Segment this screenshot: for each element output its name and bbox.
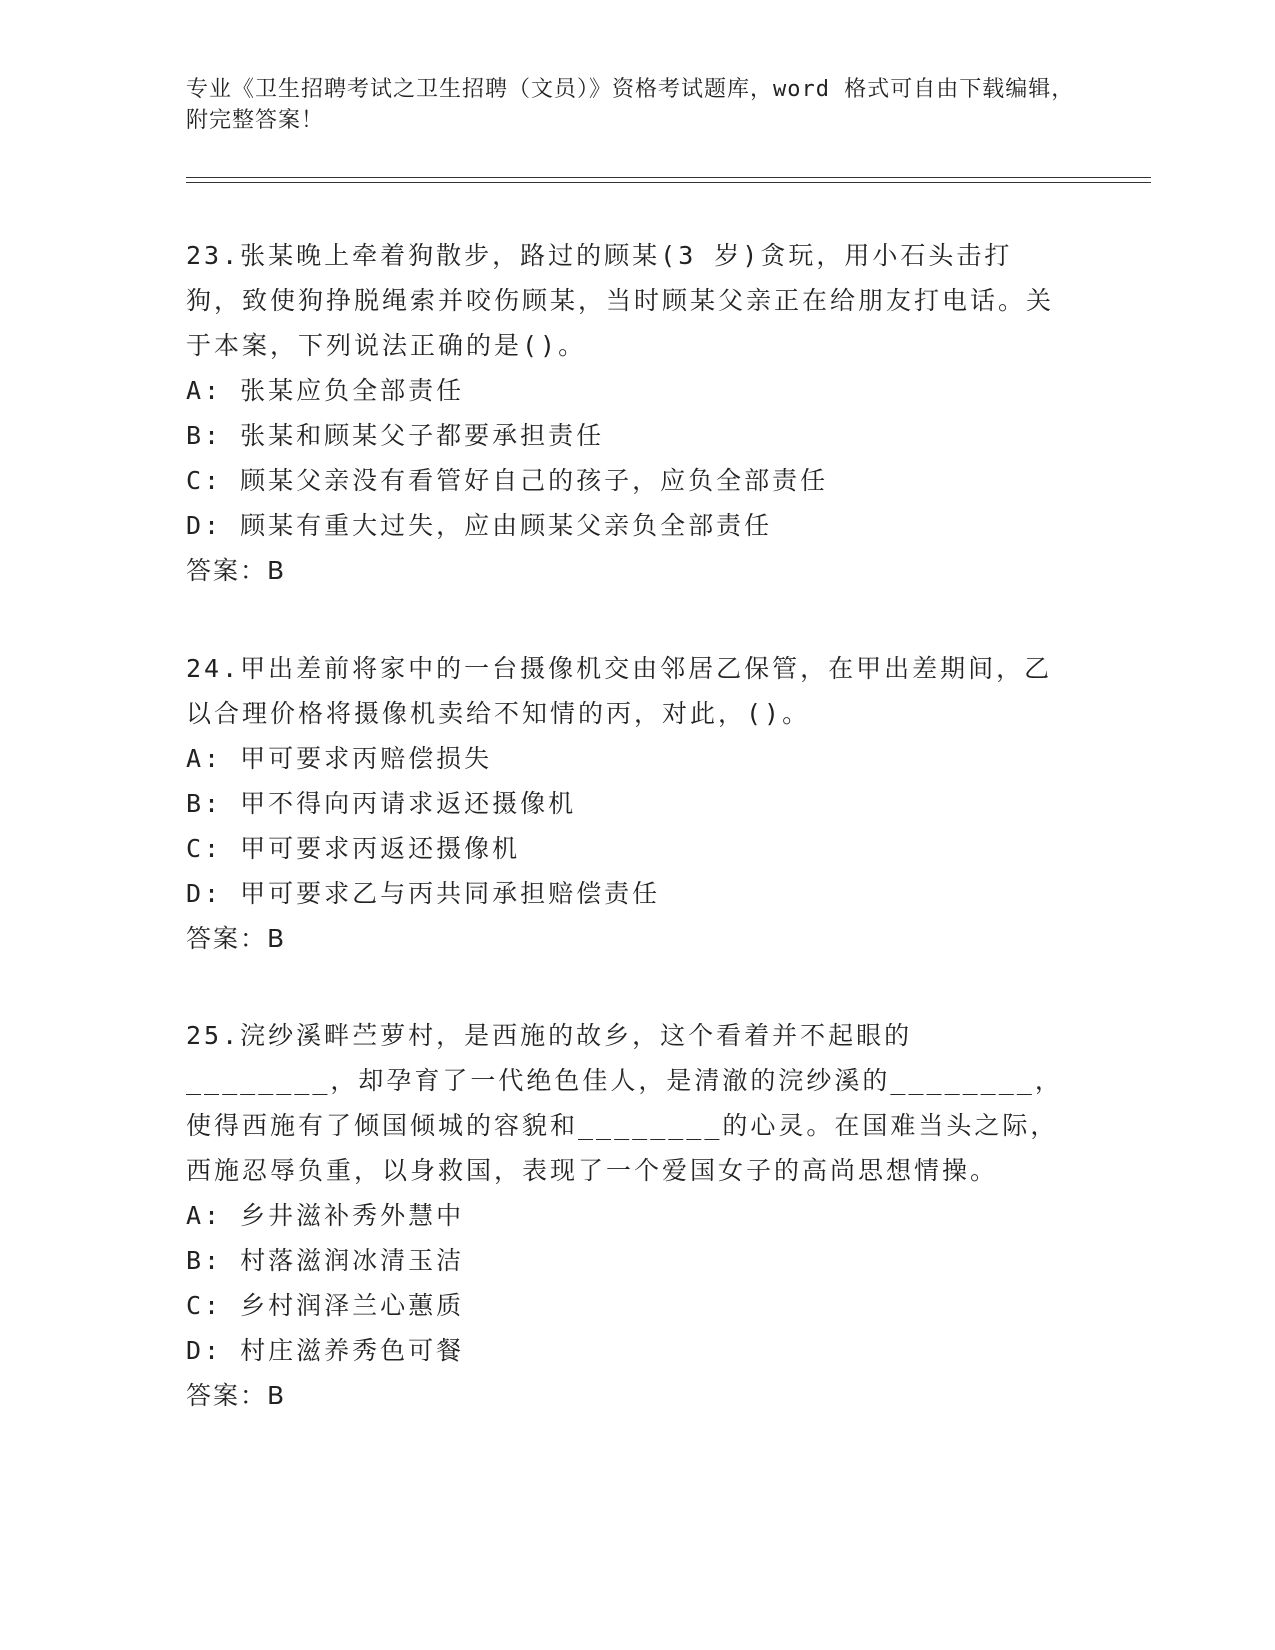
option-b: B: 村落滋润冰清玉洁	[186, 1246, 465, 1275]
question-25	[186, 1013, 1066, 1418]
option-d: D: 顾某有重大过失，应由顾某父亲负全部责任	[186, 511, 773, 540]
question-stem: 23.张某晚上牵着狗散步，路过的顾某(3 岁)贪玩，用小石头击打狗，致使狗挣脱绳索并咬伤顾某，当时顾某父亲正在给朋友打电话。关于本案，下列说法正确的是()。	[186, 241, 1055, 360]
option-d: D: 村庄滋养秀色可餐	[186, 1336, 465, 1365]
answer-line: 答案：B	[186, 556, 287, 585]
answer-line: 答案：B	[186, 1381, 287, 1410]
header-divider-top	[186, 177, 1151, 178]
question-23	[186, 233, 1066, 593]
document-header: 专业《卫生招聘考试之卫生招聘（文员）》资格考试题库，word 格式可自由下载编辑，附完整答案！	[186, 77, 1075, 133]
option-d: D: 甲可要求乙与丙共同承担赔偿责任	[186, 879, 661, 908]
option-b: B: 甲不得向丙请求返还摄像机	[186, 789, 577, 818]
option-a: A: 乡井滋补秀外慧中	[186, 1201, 465, 1230]
header-divider-bottom	[186, 182, 1151, 183]
option-a: A: 张某应负全部责任	[186, 376, 465, 405]
question-stem: 24.甲出差前将家中的一台摄像机交由邻居乙保管，在甲出差期间，乙以合理价格将摄像机卖给不知情的丙，对此，()。	[186, 654, 1053, 728]
answer-line: 答案：B	[186, 924, 287, 953]
option-c: C: 乡村润泽兰心蕙质	[186, 1291, 465, 1320]
question-24	[186, 646, 1066, 961]
option-c: C: 顾某父亲没有看管好自己的孩子，应负全部责任	[186, 466, 829, 495]
option-a: A: 甲可要求丙赔偿损失	[186, 744, 493, 773]
option-b: B: 张某和顾某父子都要承担责任	[186, 421, 605, 450]
option-c: C: 甲可要求丙返还摄像机	[186, 834, 521, 863]
question-stem: 25.浣纱溪畔苎萝村，是西施的故乡，这个看着并不起眼的________，却孕育了一代绝色佳人，是清澈的浣纱溪的________，使得西施有了倾国倾城的容貌和________的心灵。在国难当头之际，西施忍辱负重，以身救国，表现了一个爱国女子的高尚思想情操。	[186, 1021, 1063, 1185]
